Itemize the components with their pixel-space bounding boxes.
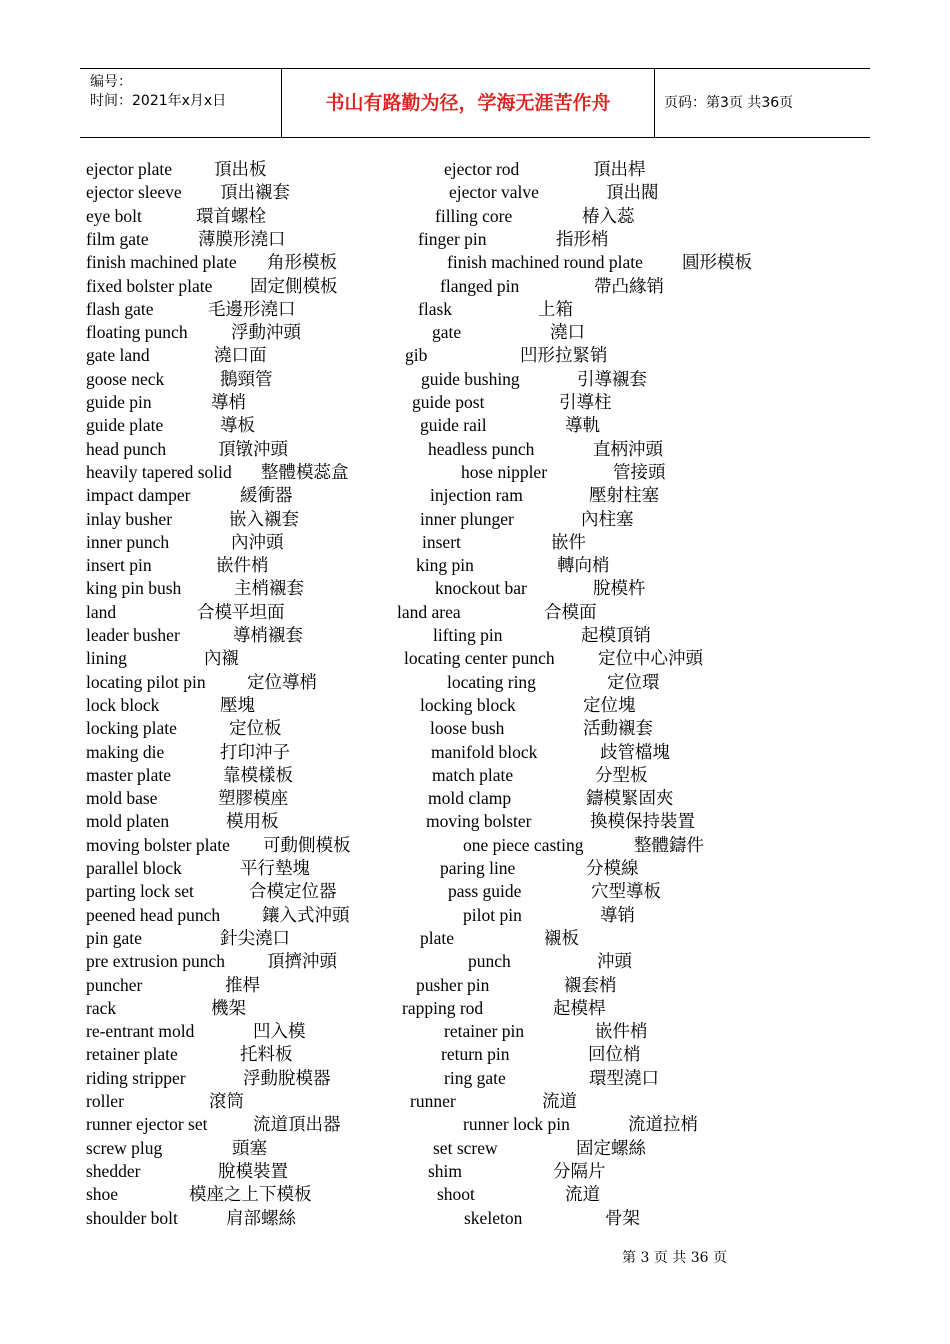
term-chinese-right: 上箱 [538, 298, 573, 319]
glossary-row [0, 1113, 950, 1136]
term-chinese-left: 脫模裝置 [218, 1160, 288, 1181]
glossary-row [0, 810, 950, 833]
term-chinese-left: 打印沖子 [220, 741, 290, 762]
term-english-right: inner plunger [420, 508, 514, 529]
term-english-right: locking block [420, 694, 516, 715]
term-chinese-left: 滾筒 [209, 1091, 244, 1111]
term-english-left: screw plug [86, 1137, 163, 1158]
term-english-right: return pin [441, 1044, 510, 1065]
term-english-left: lock block [86, 694, 160, 715]
term-chinese-right: 整體鑄件 [634, 834, 704, 855]
glossary-row [0, 1207, 950, 1230]
term-english-left: finish machined plate [86, 252, 237, 273]
term-english-right: insert [422, 531, 461, 552]
term-chinese-right: 壓射柱塞 [589, 485, 659, 506]
term-chinese-left: 環首螺栓 [196, 205, 266, 226]
term-english-right: finger pin [418, 228, 487, 249]
term-english-left: rack [86, 997, 117, 1018]
term-chinese-right: 椿入蕊 [582, 205, 635, 226]
document-number-label: 编号： [90, 74, 132, 90]
term-chinese-left: 定位板 [229, 718, 282, 739]
glossary-row [0, 414, 950, 437]
term-chinese-right: 流道 [542, 1091, 577, 1111]
glossary-row [0, 508, 950, 531]
term-english-left: riding stripper [86, 1067, 186, 1088]
term-english-left: ejector plate [86, 159, 172, 179]
term-chinese-right: 脫模杵 [593, 578, 646, 599]
term-chinese-left: 澆口面 [214, 345, 267, 366]
term-chinese-right: 圓形模板 [682, 252, 752, 273]
glossary-row [0, 391, 950, 414]
term-english-left: moving bolster plate [86, 834, 230, 855]
glossary-row [0, 368, 950, 391]
term-english-right: gib [405, 345, 428, 366]
term-chinese-right: 定位中心沖頭 [598, 648, 703, 669]
glossary-row [0, 1183, 950, 1206]
glossary-row [0, 531, 950, 554]
term-chinese-right: 活動襯套 [583, 718, 653, 739]
term-chinese-right: 鑄模緊固夾 [586, 788, 674, 809]
term-english-left: parallel block [86, 858, 182, 878]
term-english-right: rapping rod [402, 997, 484, 1018]
term-english-right: ring gate [444, 1067, 506, 1088]
glossary-row [0, 181, 950, 204]
term-chinese-right: 穴型導板 [591, 881, 661, 902]
glossary-row [0, 741, 950, 764]
term-chinese-right: 導销 [600, 904, 635, 925]
term-english-left: impact damper [86, 485, 191, 506]
glossary-row [0, 1160, 950, 1183]
glossary-row [0, 717, 950, 740]
term-chinese-right: 導軌 [565, 415, 600, 436]
term-chinese-left: 針尖澆口 [220, 927, 290, 948]
term-chinese-left: 導板 [220, 415, 255, 436]
term-chinese-left: 主梢襯套 [234, 578, 304, 599]
term-chinese-right: 頂出桿 [593, 159, 646, 179]
glossary-row [0, 554, 950, 577]
term-english-left: king pin bush [86, 578, 182, 599]
term-english-left: roller [86, 1091, 124, 1111]
term-english-right: pilot pin [463, 904, 522, 925]
term-chinese-left: 內沖頭 [231, 531, 284, 552]
term-chinese-right: 起模桿 [553, 997, 606, 1018]
term-english-left: guide plate [86, 415, 164, 436]
term-english-left: shedder [86, 1160, 141, 1181]
term-chinese-left: 浮動脫模器 [243, 1067, 331, 1088]
term-english-left: fixed bolster plate [86, 275, 213, 296]
glossary-row [0, 228, 950, 251]
term-chinese-right: 襯板 [544, 927, 579, 948]
term-english-left: flash gate [86, 298, 154, 319]
glossary-row [0, 974, 950, 997]
term-chinese-right: 骨架 [605, 1207, 640, 1228]
glossary-row [0, 438, 950, 461]
term-chinese-left: 頂出板 [214, 159, 267, 179]
term-chinese-right: 分隔片 [553, 1160, 606, 1181]
term-chinese-left: 頂出襯套 [220, 182, 290, 203]
term-english-left: guide pin [86, 392, 152, 412]
term-chinese-left: 模座之上下模板 [189, 1184, 312, 1205]
term-chinese-left: 靠模樣板 [223, 764, 293, 785]
term-english-left: making die [86, 741, 165, 762]
glossary-row [0, 1090, 950, 1113]
term-english-left: retainer plate [86, 1044, 178, 1065]
term-english-right: retainer pin [444, 1021, 525, 1042]
term-chinese-right: 固定螺絲 [576, 1137, 646, 1158]
term-chinese-left: 鵝頸管 [220, 368, 273, 389]
glossary-row [0, 1067, 950, 1090]
term-english-left: shoe [86, 1184, 119, 1205]
glossary-row [0, 601, 950, 624]
term-chinese-left: 平行墊塊 [240, 858, 310, 878]
term-english-right: king pin [416, 555, 474, 576]
glossary-row [0, 764, 950, 787]
glossary-row [0, 904, 950, 927]
term-english-right: pusher pin [416, 974, 490, 995]
glossary-row [0, 344, 950, 367]
term-chinese-right: 引導襯套 [577, 368, 647, 389]
term-english-right: moving bolster [426, 811, 532, 832]
term-english-right: match plate [432, 764, 514, 785]
term-english-left: head punch [86, 438, 167, 459]
term-chinese-right: 歧管檔塊 [600, 741, 670, 762]
term-english-left: master plate [86, 764, 172, 785]
term-chinese-right: 澆口 [550, 322, 585, 343]
glossary-row [0, 205, 950, 228]
term-english-left: lining [86, 648, 127, 669]
term-english-left: insert pin [86, 555, 152, 576]
term-chinese-left: 整體模蕊盒 [261, 461, 349, 482]
term-chinese-left: 頂镦沖頭 [218, 438, 288, 459]
term-english-right: ejector valve [449, 182, 539, 203]
term-chinese-right: 流道拉梢 [628, 1114, 698, 1135]
glossary-row [0, 857, 950, 880]
page-footer: 第 3 页 共 36 页 [622, 1250, 727, 1266]
glossary-row [0, 624, 950, 647]
term-english-right: hose nippler [461, 461, 548, 482]
term-chinese-left: 壓塊 [220, 694, 255, 715]
page-header [80, 68, 870, 138]
term-english-right: guide post [412, 392, 485, 412]
term-english-right: loose bush [430, 718, 505, 739]
term-chinese-right: 回位梢 [588, 1044, 641, 1065]
term-chinese-right: 換模保持裝置 [590, 811, 695, 832]
term-chinese-left: 嵌入襯套 [229, 508, 299, 529]
term-english-left: goose neck [86, 368, 165, 389]
term-chinese-left: 頂擠沖頭 [267, 951, 337, 972]
term-english-right: headless punch [428, 438, 535, 459]
term-chinese-left: 頭塞 [232, 1137, 267, 1158]
term-english-right: ejector rod [444, 159, 520, 179]
term-chinese-left: 導梢襯套 [233, 625, 303, 645]
term-english-left: pre extrusion punch [86, 951, 225, 972]
document-time-label: 时间：2021年x月x日 [90, 93, 227, 109]
term-chinese-right: 轉向梢 [557, 555, 610, 576]
header-meta-cell [80, 69, 282, 137]
term-chinese-right: 起模頂销 [581, 625, 651, 645]
term-english-left: parting lock set [86, 881, 194, 902]
term-english-left: gate land [86, 345, 150, 366]
term-english-left: re-entrant mold [86, 1021, 195, 1042]
term-english-right: shoot [437, 1184, 475, 1205]
term-chinese-right: 分模線 [586, 858, 639, 878]
term-english-right: injection ram [430, 485, 523, 506]
term-english-left: peened head punch [86, 904, 221, 925]
term-chinese-left: 肩部螺絲 [226, 1207, 296, 1228]
glossary-row [0, 1043, 950, 1066]
term-english-right: runner [410, 1091, 456, 1111]
term-chinese-right: 沖頭 [597, 951, 632, 972]
term-chinese-right: 內柱塞 [581, 508, 634, 529]
term-english-left: runner ejector set [86, 1114, 208, 1135]
term-chinese-left: 內襯 [204, 648, 239, 669]
term-chinese-left: 模用板 [226, 811, 279, 832]
glossary-row [0, 1137, 950, 1160]
glossary-row [0, 647, 950, 670]
glossary-row [0, 484, 950, 507]
term-english-left: land [86, 601, 117, 622]
glossary-row [0, 671, 950, 694]
term-english-left: eye bolt [86, 205, 142, 226]
glossary-row [0, 321, 950, 344]
term-chinese-left: 導梢 [211, 392, 246, 412]
term-chinese-left: 機架 [211, 997, 246, 1018]
term-english-left: inner punch [86, 531, 170, 552]
term-chinese-right: 流道 [565, 1184, 600, 1205]
term-chinese-right: 定位環 [607, 671, 660, 692]
term-chinese-right: 凹形拉緊销 [520, 345, 608, 366]
term-chinese-right: 環型澆口 [589, 1067, 659, 1088]
term-english-right: locating center punch [404, 648, 555, 669]
glossary-row [0, 950, 950, 973]
term-chinese-left: 緩衝器 [240, 485, 293, 506]
term-english-right: gate [432, 322, 462, 343]
term-english-right: plate [420, 927, 455, 948]
term-chinese-right: 指形梢 [556, 228, 609, 249]
term-chinese-left: 定位導梢 [247, 671, 317, 692]
term-english-right: lifting pin [433, 625, 503, 645]
term-english-right: punch [468, 951, 511, 972]
term-english-left: heavily tapered solid [86, 461, 232, 482]
term-english-right: guide rail [420, 415, 487, 436]
glossary-row [0, 927, 950, 950]
term-english-right: manifold block [431, 741, 538, 762]
term-chinese-right: 直柄沖頭 [593, 438, 663, 459]
term-english-left: pin gate [86, 927, 142, 948]
term-english-left: ejector sleeve [86, 182, 182, 203]
term-chinese-left: 毛邊形澆口 [208, 298, 296, 319]
glossary-row [0, 461, 950, 484]
glossary-row [0, 158, 950, 181]
term-chinese-left: 塑膠模座 [218, 788, 288, 809]
term-english-right: knockout bar [435, 578, 527, 599]
term-english-right: filling core [435, 205, 513, 226]
term-chinese-right: 頂出閥 [606, 182, 659, 203]
term-chinese-right: 嵌件 [551, 531, 586, 552]
term-chinese-right: 管接頭 [613, 461, 666, 482]
glossary-row [0, 275, 950, 298]
glossary-row [0, 694, 950, 717]
glossary-row [0, 997, 950, 1020]
term-english-right: skeleton [464, 1207, 523, 1228]
term-chinese-left: 合模定位器 [249, 881, 337, 902]
term-english-left: mold base [86, 788, 158, 809]
glossary-row [0, 834, 950, 857]
glossary-row [0, 251, 950, 274]
term-english-left: inlay busher [86, 508, 173, 529]
term-english-right: flask [418, 298, 453, 319]
glossary-row [0, 1020, 950, 1043]
term-chinese-right: 嵌件梢 [595, 1021, 648, 1042]
term-chinese-left: 托料板 [240, 1044, 293, 1065]
term-english-left: locating pilot pin [86, 671, 206, 692]
term-english-left: shoulder bolt [86, 1207, 178, 1228]
term-english-left: floating punch [86, 322, 188, 343]
term-english-right: paring line [440, 858, 516, 878]
term-english-right: flanged pin [440, 275, 520, 296]
term-english-right: set screw [433, 1137, 498, 1158]
term-english-right: one piece casting [463, 834, 584, 855]
term-english-right: shim [428, 1160, 463, 1181]
term-chinese-left: 薄膜形澆口 [198, 228, 286, 249]
term-chinese-right: 分型板 [595, 764, 648, 785]
header-page-label: 页码：第3页 共36页 [664, 95, 794, 111]
term-english-left: film gate [86, 228, 149, 249]
term-english-right: land area [397, 601, 461, 622]
glossary-row [0, 787, 950, 810]
term-chinese-left: 固定側模板 [250, 275, 338, 296]
term-chinese-left: 推桿 [225, 974, 260, 995]
term-chinese-left: 鑲入式沖頭 [262, 904, 350, 925]
glossary-row [0, 880, 950, 903]
term-chinese-right: 引導柱 [559, 392, 612, 412]
term-english-left: leader busher [86, 625, 180, 645]
term-english-right: guide bushing [421, 368, 520, 389]
term-chinese-left: 凹入模 [253, 1021, 306, 1042]
term-english-left: locking plate [86, 718, 177, 739]
term-english-right: pass guide [448, 881, 522, 902]
term-english-right: mold clamp [428, 788, 512, 809]
term-english-right: runner lock pin [463, 1114, 570, 1135]
header-motto: 书山有路勤为径，学海无涯苦作舟 [282, 69, 655, 137]
term-chinese-left: 角形模板 [267, 252, 337, 273]
term-chinese-left: 流道頂出器 [253, 1114, 341, 1135]
term-english-left: puncher [86, 974, 143, 995]
glossary-row [0, 298, 950, 321]
term-english-left: mold platen [86, 811, 170, 832]
term-english-right: finish machined round plate [447, 252, 643, 273]
term-english-right: locating ring [447, 671, 536, 692]
term-chinese-right: 帶凸緣销 [594, 275, 664, 296]
glossary-row [0, 577, 950, 600]
term-chinese-left: 可動側模板 [263, 834, 351, 855]
term-chinese-left: 浮動沖頭 [231, 322, 301, 343]
term-chinese-left: 合模平坦面 [197, 601, 285, 622]
term-chinese-left: 嵌件梢 [216, 555, 269, 576]
term-chinese-right: 定位塊 [583, 694, 636, 715]
term-chinese-right: 合模面 [544, 601, 597, 622]
term-chinese-right: 襯套梢 [564, 974, 617, 995]
